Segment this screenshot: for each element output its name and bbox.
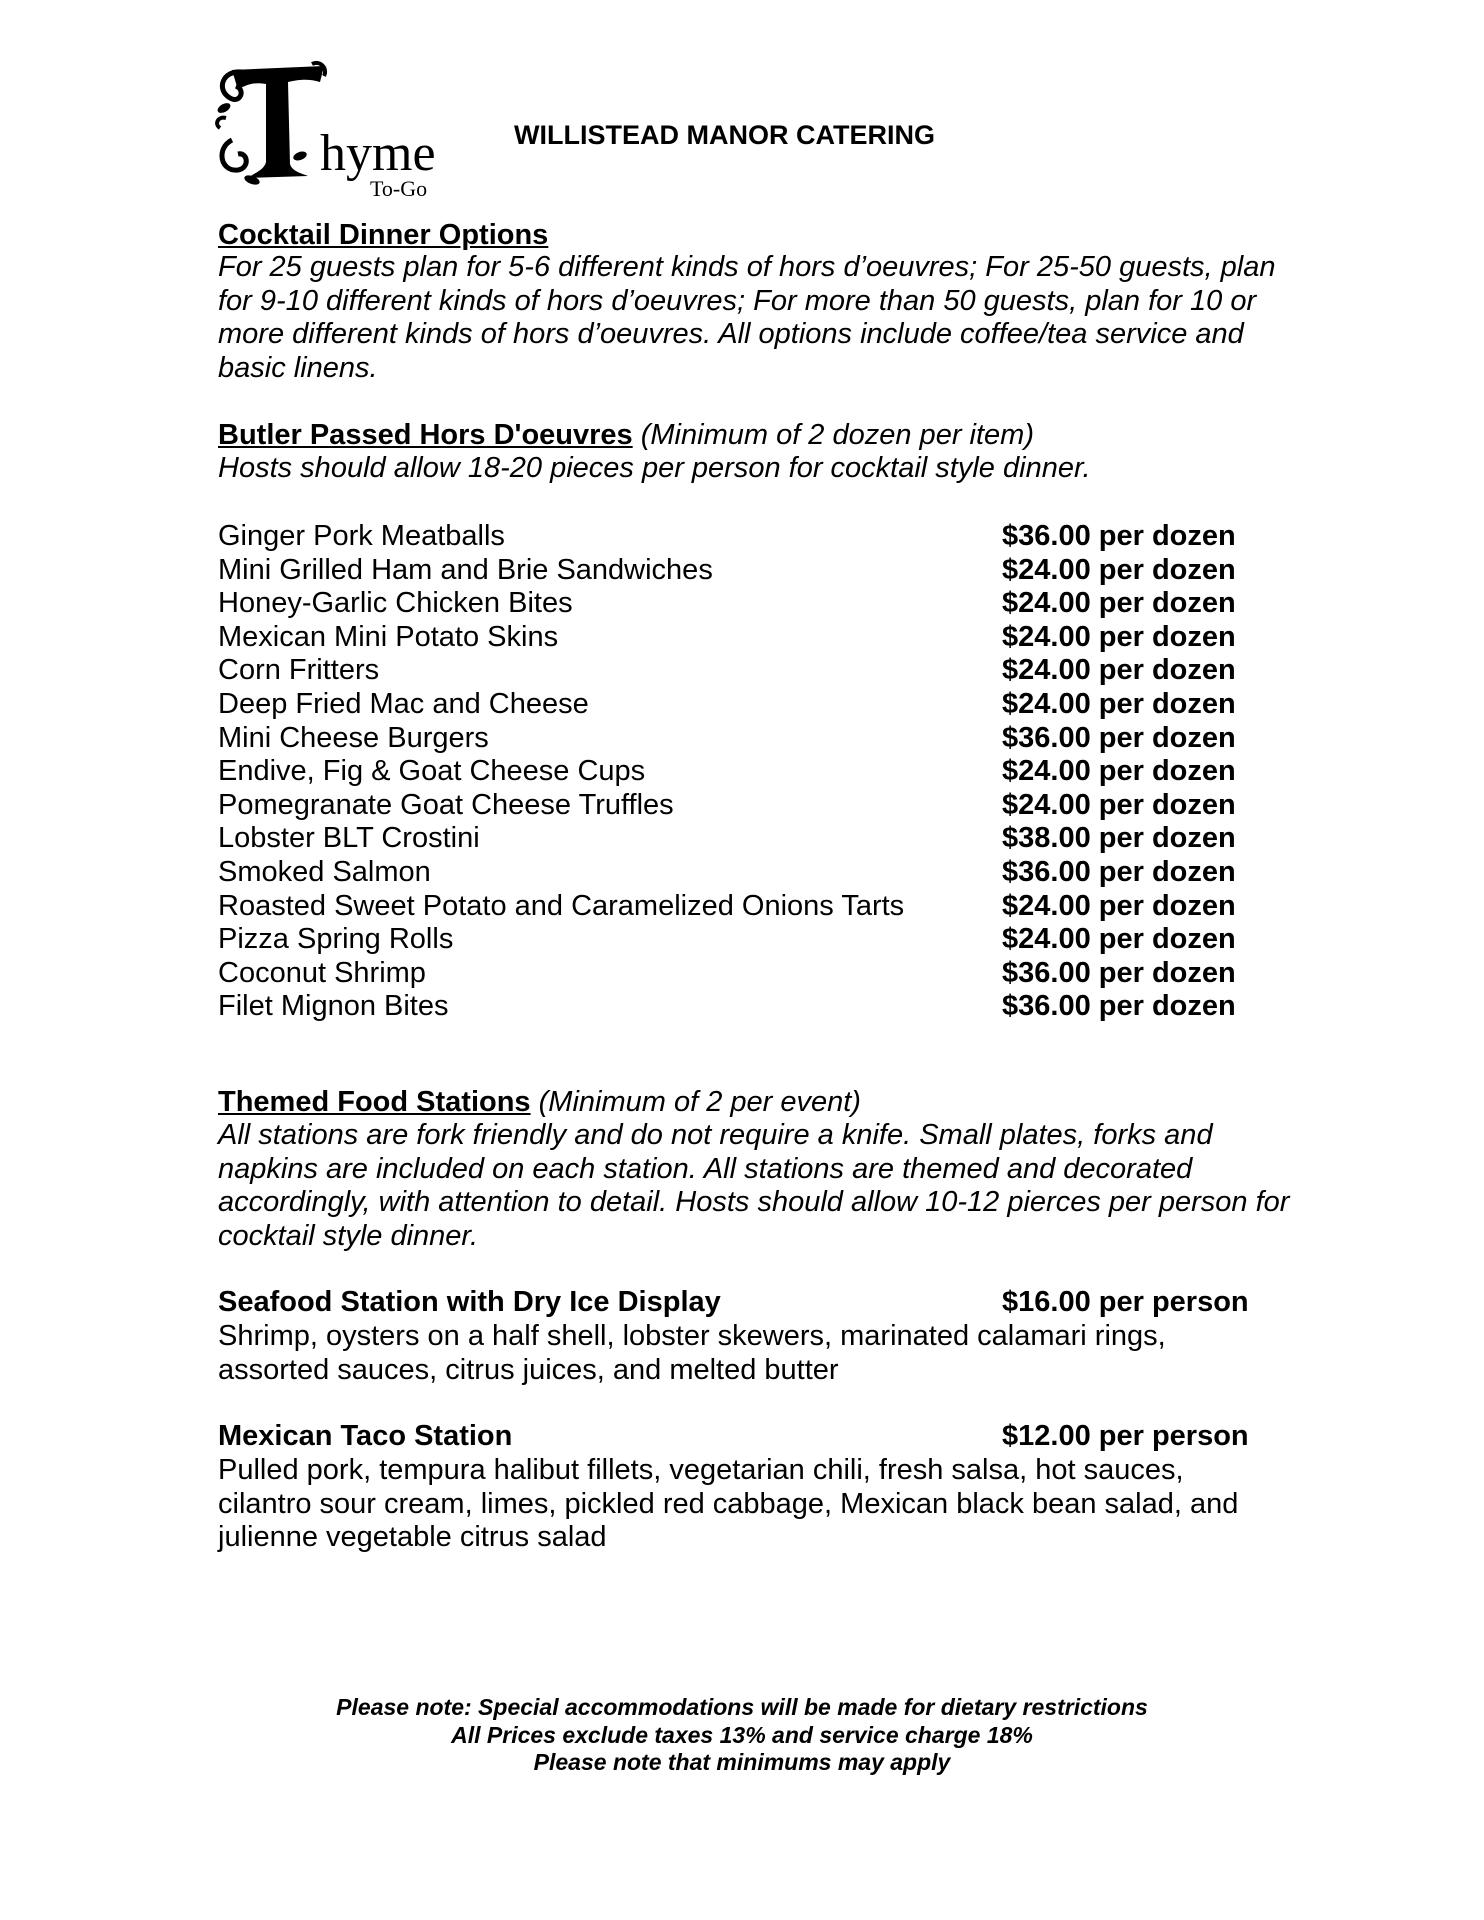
taco-station-price: $12.00 per person bbox=[1002, 1420, 1249, 1452]
menu-item-name: Deep Fried Mac and Cheese bbox=[218, 687, 589, 720]
menu-item-row bbox=[218, 856, 1258, 890]
menu-item-name: Pomegranate Goat Cheese Truffles bbox=[218, 788, 674, 821]
menu-item-row bbox=[218, 520, 1258, 554]
menu-item-row bbox=[218, 755, 1258, 789]
menu-item-price: $36.00 per dozen bbox=[1002, 855, 1236, 888]
menu-item-row bbox=[218, 621, 1258, 655]
menu-item-price: $24.00 per dozen bbox=[1002, 620, 1236, 653]
menu-item-price: $24.00 per dozen bbox=[1002, 687, 1236, 720]
menu-item-price: $36.00 per dozen bbox=[1002, 520, 1236, 552]
menu-item-name: Coconut Shrimp bbox=[218, 956, 426, 989]
menu-item-price: $24.00 per dozen bbox=[1002, 788, 1236, 821]
stations-minimum-note: (Minimum of 2 per event) bbox=[538, 1086, 861, 1118]
menu-item-name: Mini Grilled Ham and Brie Sandwiches bbox=[218, 553, 713, 586]
menu-item-row bbox=[218, 688, 1258, 722]
seafood-station-header bbox=[218, 1286, 1278, 1320]
menu-item-name: Pizza Spring Rolls bbox=[218, 923, 454, 956]
menu-item-price: $24.00 per dozen bbox=[1002, 923, 1236, 956]
footer-tax-note: All Prices exclude taxes 13% and service charge 18% bbox=[451, 1721, 1033, 1748]
logo-vine-icon bbox=[212, 60, 448, 198]
menu-item-row bbox=[218, 890, 1258, 924]
stations-heading: Themed Food Stations bbox=[218, 1086, 531, 1118]
thyme-to-go-logo bbox=[212, 60, 448, 198]
svg-text:hyme: hyme bbox=[320, 125, 436, 182]
menu-item-row bbox=[218, 990, 1258, 1024]
taco-station-description: Pulled pork, tempura halibut fillets, vegetarian chili, fresh salsa, hot sauces, cilantro sour cream, limes, pickled red cabbage, Mexican black bean salad, and julienne vegetable citrus salad bbox=[218, 1454, 1239, 1554]
butler-passed-heading-line bbox=[218, 419, 1034, 452]
taco-station-name: Mexican Taco Station bbox=[218, 1420, 513, 1452]
menu-item-row bbox=[218, 554, 1258, 588]
butler-pieces-note: Hosts should allow 18-20 pieces per person for cocktail style dinner. bbox=[218, 452, 1091, 484]
cocktail-dinner-heading: Cocktail Dinner Options bbox=[218, 219, 549, 251]
menu-item-price: $38.00 per dozen bbox=[1002, 822, 1236, 855]
menu-item-name: Roasted Sweet Potato and Caramelized Onions Tarts bbox=[218, 889, 905, 922]
menu-item-row bbox=[218, 722, 1258, 756]
cocktail-dinner-description: For 25 guests plan for 5-6 different kinds of hors d’oeuvres; For 25-50 guests, plan for 9-10 different kinds of hors d’oeuvres; For more than 50 guests, plan for 10 or more different kinds of hors d’oeuvres. All options include coffee/tea service and basic linens. bbox=[218, 251, 1276, 384]
menu-item-name: Filet Mignon Bites bbox=[218, 990, 449, 1023]
menu-item-name: Ginger Pork Meatballs bbox=[218, 520, 505, 552]
menu-item-name: Mini Cheese Burgers bbox=[218, 721, 489, 754]
svg-text:To-Go: To-Go bbox=[370, 176, 428, 198]
footer-dietary-note: Please note: Special accommodations will be made for dietary restrictions bbox=[336, 1694, 1148, 1720]
seafood-station-price: $16.00 per person bbox=[1002, 1286, 1249, 1318]
footer-minimums-note: Please note that minimums may apply bbox=[533, 1749, 951, 1775]
menu-item-row bbox=[218, 654, 1258, 688]
seafood-station-description: Shrimp, oysters on a half shell, lobster skewers, marinated calamari rings, assorted sauces, citrus juices, and melted butter bbox=[218, 1320, 1166, 1386]
menu-item-price: $24.00 per dozen bbox=[1002, 889, 1236, 922]
menu-item-name: Honey-Garlic Chicken Bites bbox=[218, 587, 573, 620]
butler-minimum-note: (Minimum of 2 dozen per item) bbox=[640, 419, 1034, 451]
menu-item-name: Endive, Fig & Goat Cheese Cups bbox=[218, 755, 646, 788]
menu-item-row bbox=[218, 587, 1258, 621]
menu-item-name: Smoked Salmon bbox=[218, 855, 431, 888]
footer-notes bbox=[0, 1694, 1484, 1777]
menu-item-name: Lobster BLT Crostini bbox=[218, 822, 480, 855]
stations-description: All stations are fork friendly and do not require a knife. Small plates, forks and napkins are included on each station. All stations are themed and decorated accordingly, with attention to detail. Hosts should allow 10-12 pierces per person for cocktail style dinner. bbox=[218, 1119, 1290, 1252]
menu-item-row bbox=[218, 789, 1258, 823]
menu-item-price: $24.00 per dozen bbox=[1002, 654, 1236, 687]
menu-item-row bbox=[218, 923, 1258, 957]
menu-item-name: Mexican Mini Potato Skins bbox=[218, 620, 559, 653]
menu-item-name: Corn Fritters bbox=[218, 654, 380, 687]
menu-item-price: $24.00 per dozen bbox=[1002, 587, 1236, 620]
hors-doeuvres-list bbox=[218, 520, 1258, 1024]
menu-item-price: $36.00 per dozen bbox=[1002, 721, 1236, 754]
menu-item-price: $36.00 per dozen bbox=[1002, 990, 1236, 1023]
menu-item-row bbox=[218, 822, 1258, 856]
menu-item-price: $24.00 per dozen bbox=[1002, 553, 1236, 586]
stations-heading-line bbox=[218, 1086, 861, 1119]
seafood-station-name: Seafood Station with Dry Ice Display bbox=[218, 1286, 721, 1318]
menu-item-price: $36.00 per dozen bbox=[1002, 956, 1236, 989]
company-name: WILLISTEAD MANOR CATERING bbox=[514, 120, 935, 150]
menu-item-row bbox=[218, 957, 1258, 991]
taco-station-header bbox=[218, 1420, 1278, 1454]
menu-item-price: $24.00 per dozen bbox=[1002, 755, 1236, 788]
butler-passed-heading: Butler Passed Hors D'oeuvres bbox=[218, 419, 633, 451]
